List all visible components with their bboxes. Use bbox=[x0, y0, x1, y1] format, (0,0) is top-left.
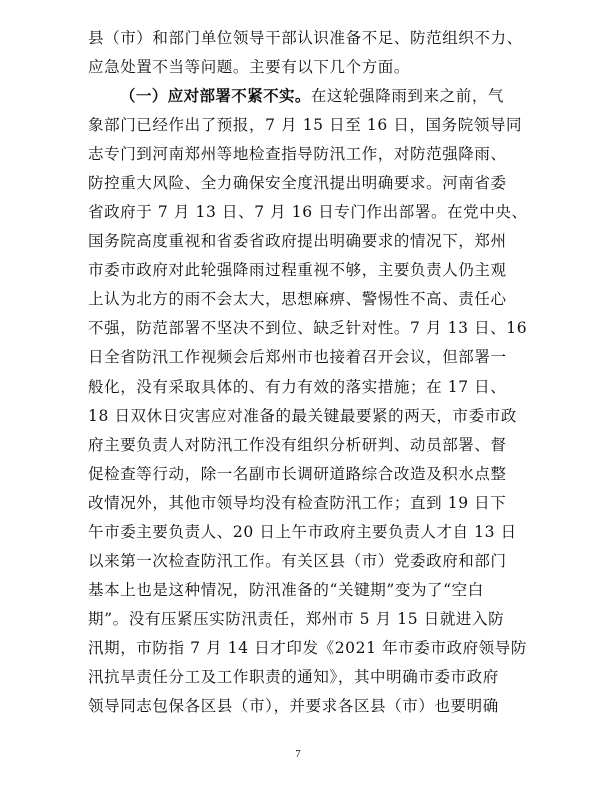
text-line: 象部门已经作出了预报，7 月 15 日至 16 日，国务院领导同 bbox=[88, 116, 523, 135]
text-line: 国务院高度重视和省委省政府提出明确要求的情况下，郑州 bbox=[88, 232, 507, 251]
text-line: 应急处置不当等问题。主要有以下几个方面。 bbox=[88, 58, 411, 77]
text-line: 防控重大风险、全力确保安全度汛提出明确要求。河南省委 bbox=[88, 174, 507, 193]
text-line: 般化，没有采取具体的、有力有效的落实措施；在 17 日、 bbox=[88, 377, 507, 396]
text-line: 以来第一次检查防汛工作。有关区县（市）党委政府和部门 bbox=[88, 551, 507, 570]
page-number: 7 bbox=[295, 748, 301, 760]
text-line: 省政府于 7 月 13 日、7 月 16 日专门作出部署。在党中央、 bbox=[88, 203, 528, 222]
section-heading: （一）应对部署不紧不实。 bbox=[120, 87, 311, 106]
text-line: 18 日双休日灾害应对准备的最关键最要紧的两天，市委市政 bbox=[88, 406, 517, 425]
text-line: 上认为北方的雨不会太大，思想麻痹、警惕性不高、责任心 bbox=[88, 290, 507, 309]
section-paragraph-start bbox=[120, 82, 508, 110]
text-line: 日全省防汛工作视频会后郑州市也接着召开会议，但部署一 bbox=[88, 348, 507, 367]
text-line: 汛期，市防指 7 月 14 日才印发《2021 年市委市政府领导防 bbox=[88, 638, 527, 657]
text-line: 府主要负责人对防汛工作没有组织分析研判、动员部署、督 bbox=[88, 435, 507, 454]
text-line: 改情况外，其他市领导均没有检查防汛工作；直到 19 日下 bbox=[88, 493, 507, 512]
text-line: 领导同志包保各区县（市），并要求各区县（市）也要明确 bbox=[88, 697, 499, 715]
text-line: 市委市政府对此轮强降雨过程重视不够，主要负责人仍主观 bbox=[88, 261, 507, 280]
text-line: 志专门到河南郑州等地检查指导防汛工作，对防范强降雨、 bbox=[88, 145, 507, 164]
text-line: 在这轮强降雨到来之前，气 bbox=[310, 87, 505, 106]
text-line: 期”。没有压紧压实防汛责任，郑州市 5 月 15 日就进入防 bbox=[88, 609, 505, 628]
text-line: 午市委主要负责人、20 日上午市政府主要负责人才自 13 日 bbox=[88, 522, 517, 541]
text-line: 不强，防范部署不坚决不到位、缺乏针对性。7 月 13 日、16 bbox=[88, 319, 528, 338]
text-line: 基本上也是这种情况，防汛准备的“关键期”变为了“空白 bbox=[88, 580, 484, 599]
text-line: 汛抗旱责任分工及工作职责的通知》，其中明确市委市政府 bbox=[88, 667, 499, 686]
text-line: 促检查等行动，除一名副市长调研道路综合改造及积水点整 bbox=[88, 464, 507, 483]
text-line: 县（市）和部门单位领导干部认识准备不足、防范组织不力、 bbox=[88, 29, 523, 47]
